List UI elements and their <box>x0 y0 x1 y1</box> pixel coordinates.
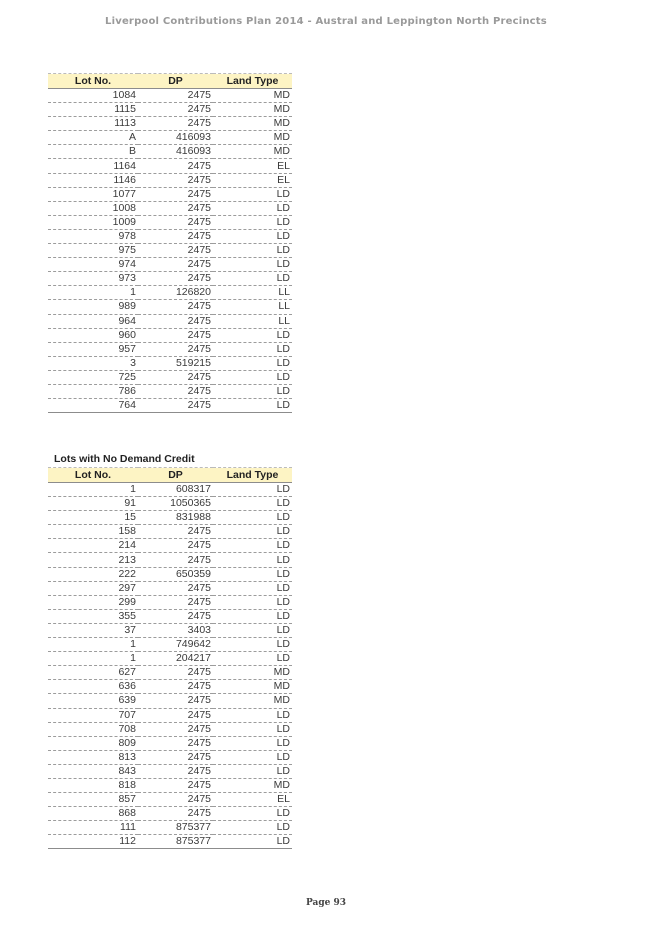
dp-cell: 2475 <box>138 201 213 215</box>
table-row <box>48 286 292 300</box>
table-row <box>48 638 292 652</box>
dp-cell: 2475 <box>138 244 213 258</box>
column-header-dp: DP <box>138 468 213 483</box>
land-type-cell: MD <box>213 680 292 694</box>
lot-no-cell: 1164 <box>48 159 138 173</box>
table-row <box>48 300 292 314</box>
lot-no-cell: 813 <box>48 750 138 764</box>
table-row <box>48 666 292 680</box>
table-row <box>48 708 292 722</box>
table-row <box>48 187 292 201</box>
table-row <box>48 623 292 637</box>
table-row <box>48 117 292 131</box>
dp-cell: 2475 <box>138 595 213 609</box>
no-demand-credit-table <box>48 467 292 849</box>
land-type-cell: LD <box>213 201 292 215</box>
lot-no-cell: 297 <box>48 581 138 595</box>
lot-no-cell: 708 <box>48 722 138 736</box>
lot-no-cell: 636 <box>48 680 138 694</box>
column-header-land-type: Land Type <box>213 468 292 483</box>
column-header-land-type: Land Type <box>213 74 292 89</box>
table-row <box>48 103 292 117</box>
land-type-cell: LD <box>213 750 292 764</box>
lot-no-cell: 1146 <box>48 173 138 187</box>
table-row <box>48 272 292 286</box>
land-type-cell: LD <box>213 722 292 736</box>
land-type-cell: LD <box>213 708 292 722</box>
dp-cell: 2475 <box>138 694 213 708</box>
dp-cell: 2475 <box>138 793 213 807</box>
land-type-cell: EL <box>213 159 292 173</box>
lot-no-cell: 639 <box>48 694 138 708</box>
land-type-cell: LD <box>213 835 292 849</box>
land-type-cell: LD <box>213 567 292 581</box>
table-row <box>48 539 292 553</box>
column-header-dp: DP <box>138 74 213 89</box>
land-type-cell: MD <box>213 778 292 792</box>
table-row <box>48 680 292 694</box>
lot-no-cell: 37 <box>48 623 138 637</box>
table-row <box>48 778 292 792</box>
land-type-cell: LD <box>213 609 292 623</box>
land-type-cell: LD <box>213 736 292 750</box>
dp-cell: 2475 <box>138 581 213 595</box>
table-row <box>48 511 292 525</box>
table-row <box>48 722 292 736</box>
table-row <box>48 694 292 708</box>
dp-cell: 126820 <box>138 286 213 300</box>
lot-no-cell: 725 <box>48 370 138 384</box>
land-type-cell: LD <box>213 821 292 835</box>
table-row <box>48 229 292 243</box>
lot-no-cell: 627 <box>48 666 138 680</box>
table-row <box>48 483 292 497</box>
lot-no-cell: B <box>48 145 138 159</box>
lot-no-cell: 1 <box>48 638 138 652</box>
land-type-cell: LD <box>213 483 292 497</box>
dp-cell: 2475 <box>138 173 213 187</box>
table-row <box>48 173 292 187</box>
land-type-cell: LD <box>213 638 292 652</box>
lot-no-cell: 1115 <box>48 103 138 117</box>
lot-no-cell: 1 <box>48 652 138 666</box>
lot-no-cell: 857 <box>48 793 138 807</box>
land-type-cell: LD <box>213 356 292 370</box>
land-type-cell: LD <box>213 384 292 398</box>
table-row <box>48 567 292 581</box>
table-row <box>48 835 292 849</box>
table-row <box>48 609 292 623</box>
table-row <box>48 525 292 539</box>
table-row <box>48 652 292 666</box>
land-type-cell: LD <box>213 272 292 286</box>
land-type-cell: MD <box>213 131 292 145</box>
lot-no-cell: 964 <box>48 314 138 328</box>
lot-no-cell: 786 <box>48 384 138 398</box>
land-type-cell: LD <box>213 328 292 342</box>
lot-no-cell: 868 <box>48 807 138 821</box>
table-row <box>48 314 292 328</box>
land-type-cell: MD <box>213 103 292 117</box>
lot-no-cell: 707 <box>48 708 138 722</box>
table-row <box>48 215 292 229</box>
no-demand-credit-table-body <box>48 483 292 849</box>
dp-cell: 2475 <box>138 539 213 553</box>
dp-cell: 2475 <box>138 272 213 286</box>
land-type-cell: LD <box>213 229 292 243</box>
table-row <box>48 821 292 835</box>
table-row <box>48 258 292 272</box>
dp-cell: 875377 <box>138 821 213 835</box>
dp-cell: 2475 <box>138 384 213 398</box>
lot-no-cell: 1009 <box>48 215 138 229</box>
lot-no-cell: 989 <box>48 300 138 314</box>
table-row <box>48 370 292 384</box>
land-type-cell: LD <box>213 497 292 511</box>
land-type-cell: LD <box>213 215 292 229</box>
land-type-cell: LD <box>213 244 292 258</box>
land-type-cell: MD <box>213 694 292 708</box>
dp-cell: 2475 <box>138 370 213 384</box>
table-row <box>48 159 292 173</box>
dp-cell: 2475 <box>138 159 213 173</box>
table-row <box>48 807 292 821</box>
table-row <box>48 328 292 342</box>
dp-cell: 2475 <box>138 258 213 272</box>
dp-cell: 1050365 <box>138 497 213 511</box>
lot-no-cell: 1113 <box>48 117 138 131</box>
lot-no-cell: 355 <box>48 609 138 623</box>
land-type-cell: LD <box>213 370 292 384</box>
land-type-cell: LL <box>213 314 292 328</box>
dp-cell: 2475 <box>138 553 213 567</box>
land-type-cell: LL <box>213 286 292 300</box>
land-type-cell: LD <box>213 399 292 413</box>
land-type-cell: MD <box>213 89 292 103</box>
dp-cell: 2475 <box>138 609 213 623</box>
lot-no-cell: 214 <box>48 539 138 553</box>
land-type-cell: MD <box>213 117 292 131</box>
table-row <box>48 89 292 103</box>
dp-cell: 3403 <box>138 623 213 637</box>
dp-cell: 2475 <box>138 764 213 778</box>
no-demand-credit-caption: Lots with No Demand Credit <box>54 453 195 465</box>
table-header-row <box>48 468 292 483</box>
dp-cell: 608317 <box>138 483 213 497</box>
lot-no-cell: 299 <box>48 595 138 609</box>
page-number: Page 93 <box>305 898 347 908</box>
page-header: Liverpool Contributions Plan 2014 - Austral and Leppington North Precincts <box>105 16 547 27</box>
table-row <box>48 201 292 215</box>
lot-no-cell: 960 <box>48 328 138 342</box>
lots-table <box>48 73 292 413</box>
lot-no-cell: 222 <box>48 567 138 581</box>
dp-cell: 2475 <box>138 680 213 694</box>
dp-cell: 875377 <box>138 835 213 849</box>
dp-cell: 2475 <box>138 778 213 792</box>
land-type-cell: EL <box>213 793 292 807</box>
lots-table-body <box>48 89 292 413</box>
lot-no-cell: 91 <box>48 497 138 511</box>
table-row <box>48 736 292 750</box>
dp-cell: 2475 <box>138 117 213 131</box>
land-type-cell: LD <box>213 623 292 637</box>
dp-cell: 2475 <box>138 807 213 821</box>
lot-no-cell: 974 <box>48 258 138 272</box>
land-type-cell: EL <box>213 173 292 187</box>
land-type-cell: LD <box>213 525 292 539</box>
lot-no-cell: 15 <box>48 511 138 525</box>
land-type-cell: LD <box>213 511 292 525</box>
table-header-row <box>48 74 292 89</box>
lot-no-cell: A <box>48 131 138 145</box>
lot-no-cell: 764 <box>48 399 138 413</box>
table-row <box>48 384 292 398</box>
lot-no-cell: 1 <box>48 286 138 300</box>
lot-no-cell: 1 <box>48 483 138 497</box>
lot-no-cell: 975 <box>48 244 138 258</box>
dp-cell: 2475 <box>138 722 213 736</box>
dp-cell: 2475 <box>138 300 213 314</box>
table-row <box>48 764 292 778</box>
lot-no-cell: 1008 <box>48 201 138 215</box>
lot-no-cell: 158 <box>48 525 138 539</box>
dp-cell: 650359 <box>138 567 213 581</box>
land-type-cell: LL <box>213 300 292 314</box>
dp-cell: 2475 <box>138 525 213 539</box>
dp-cell: 2475 <box>138 708 213 722</box>
dp-cell: 2475 <box>138 229 213 243</box>
lot-no-cell: 818 <box>48 778 138 792</box>
dp-cell: 204217 <box>138 652 213 666</box>
dp-cell: 2475 <box>138 342 213 356</box>
dp-cell: 2475 <box>138 736 213 750</box>
land-type-cell: LD <box>213 342 292 356</box>
dp-cell: 519215 <box>138 356 213 370</box>
dp-cell: 831988 <box>138 511 213 525</box>
lot-no-cell: 1084 <box>48 89 138 103</box>
lot-no-cell: 843 <box>48 764 138 778</box>
dp-cell: 416093 <box>138 145 213 159</box>
table-row <box>48 595 292 609</box>
land-type-cell: LD <box>213 553 292 567</box>
land-type-cell: LD <box>213 187 292 201</box>
table-row <box>48 356 292 370</box>
dp-cell: 2475 <box>138 328 213 342</box>
land-type-cell: MD <box>213 666 292 680</box>
dp-cell: 416093 <box>138 131 213 145</box>
dp-cell: 2475 <box>138 215 213 229</box>
lot-no-cell: 809 <box>48 736 138 750</box>
lot-no-cell: 957 <box>48 342 138 356</box>
lot-no-cell: 978 <box>48 229 138 243</box>
lot-no-cell: 973 <box>48 272 138 286</box>
column-header-lot-no: Lot No. <box>48 74 138 89</box>
lot-no-cell: 112 <box>48 835 138 849</box>
column-header-lot-no: Lot No. <box>48 468 138 483</box>
lot-no-cell: 3 <box>48 356 138 370</box>
land-type-cell: MD <box>213 145 292 159</box>
dp-cell: 2475 <box>138 750 213 764</box>
land-type-cell: LD <box>213 258 292 272</box>
table-row <box>48 553 292 567</box>
land-type-cell: LD <box>213 595 292 609</box>
table-row <box>48 342 292 356</box>
dp-cell: 2475 <box>138 103 213 117</box>
lot-no-cell: 111 <box>48 821 138 835</box>
table-row <box>48 399 292 413</box>
land-type-cell: LD <box>213 764 292 778</box>
table-row <box>48 497 292 511</box>
table-row <box>48 244 292 258</box>
land-type-cell: LD <box>213 652 292 666</box>
dp-cell: 2475 <box>138 314 213 328</box>
land-type-cell: LD <box>213 539 292 553</box>
table-row <box>48 131 292 145</box>
table-row <box>48 750 292 764</box>
table-row <box>48 145 292 159</box>
dp-cell: 2475 <box>138 399 213 413</box>
dp-cell: 2475 <box>138 89 213 103</box>
land-type-cell: LD <box>213 581 292 595</box>
dp-cell: 749642 <box>138 638 213 652</box>
table-row <box>48 581 292 595</box>
lot-no-cell: 1077 <box>48 187 138 201</box>
table-row <box>48 793 292 807</box>
dp-cell: 2475 <box>138 666 213 680</box>
lot-no-cell: 213 <box>48 553 138 567</box>
dp-cell: 2475 <box>138 187 213 201</box>
land-type-cell: LD <box>213 807 292 821</box>
